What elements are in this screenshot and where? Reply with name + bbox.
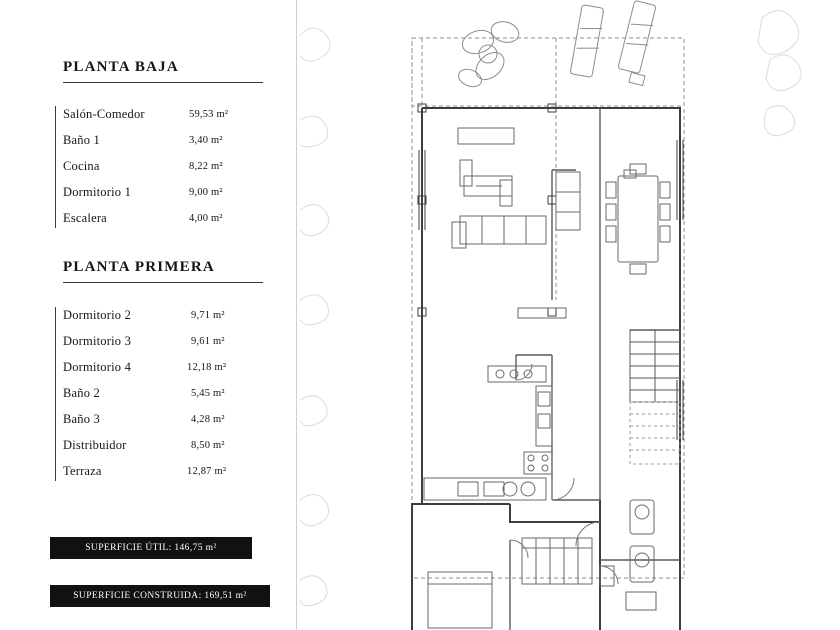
area-label: Baño 3 [63,412,100,426]
area-label: Baño 1 [63,133,100,147]
section-rule-planta-primera [63,282,263,283]
area-value: 59,53 m² [189,109,229,120]
superficie-util-badge: SUPERFICIE ÚTIL: 146,75 m² [50,537,252,559]
area-value: 3,40 m² [189,135,223,146]
garden-furniture [456,19,521,90]
area-value: 9,61 m² [191,336,225,347]
section-rule-planta-baja [63,82,263,83]
area-label: Dormitorio 3 [63,334,132,348]
area-value: 9,00 m² [189,187,223,198]
area-value: 12,87 m² [187,466,227,477]
floorplan-svg [300,0,840,630]
area-row [63,208,273,234]
area-label: Distribuidor [63,438,127,452]
area-value: 8,22 m² [189,161,223,172]
area-row [63,461,273,487]
floorplan-drawing [300,0,840,630]
list-tick [55,106,56,228]
area-value: 9,71 m² [191,310,225,321]
living-room-furniture [452,128,580,318]
columns [418,104,556,316]
superficie-construida-badge: SUPERFICIE CONSTRUIDA: 169,51 m² [50,585,270,607]
list-tick [55,307,56,481]
area-label: Dormitorio 1 [63,185,132,199]
area-value: 8,50 m² [191,440,225,451]
areas-list-planta-baja [63,104,273,234]
area-row [63,383,273,409]
area-row [63,156,273,182]
sun-loungers [570,0,656,85]
area-row [63,409,273,435]
area-row [63,357,273,383]
area-label: Terraza [63,464,102,478]
area-row [63,130,273,156]
area-value: 12,18 m² [187,362,227,373]
area-value: 4,00 m² [189,213,223,224]
area-row [63,104,273,130]
area-row [63,331,273,357]
area-label: Dormitorio 2 [63,308,132,322]
area-row [63,182,273,208]
area-label: Escalera [63,211,107,225]
area-row [63,305,273,331]
bathroom-fittings [626,500,656,610]
kitchen-fittings [424,366,552,500]
area-label: Baño 2 [63,386,100,400]
area-value: 5,45 m² [191,388,225,399]
areas-list-planta-primera [63,305,273,487]
section-title-planta-primera: PLANTA PRIMERA [63,259,215,275]
windows [419,140,683,440]
area-label: Dormitorio 4 [63,360,132,374]
area-label: Cocina [63,159,100,173]
staircase [630,330,680,464]
section-title-planta-baja: PLANTA BAJA [63,59,179,75]
area-label: Salón-Comedor [63,107,145,121]
area-value: 4,28 m² [191,414,225,425]
area-row [63,435,273,461]
panel-divider [296,0,297,630]
bedroom-furniture [428,538,614,628]
areas-panel [0,0,300,630]
dining-set [606,164,670,274]
